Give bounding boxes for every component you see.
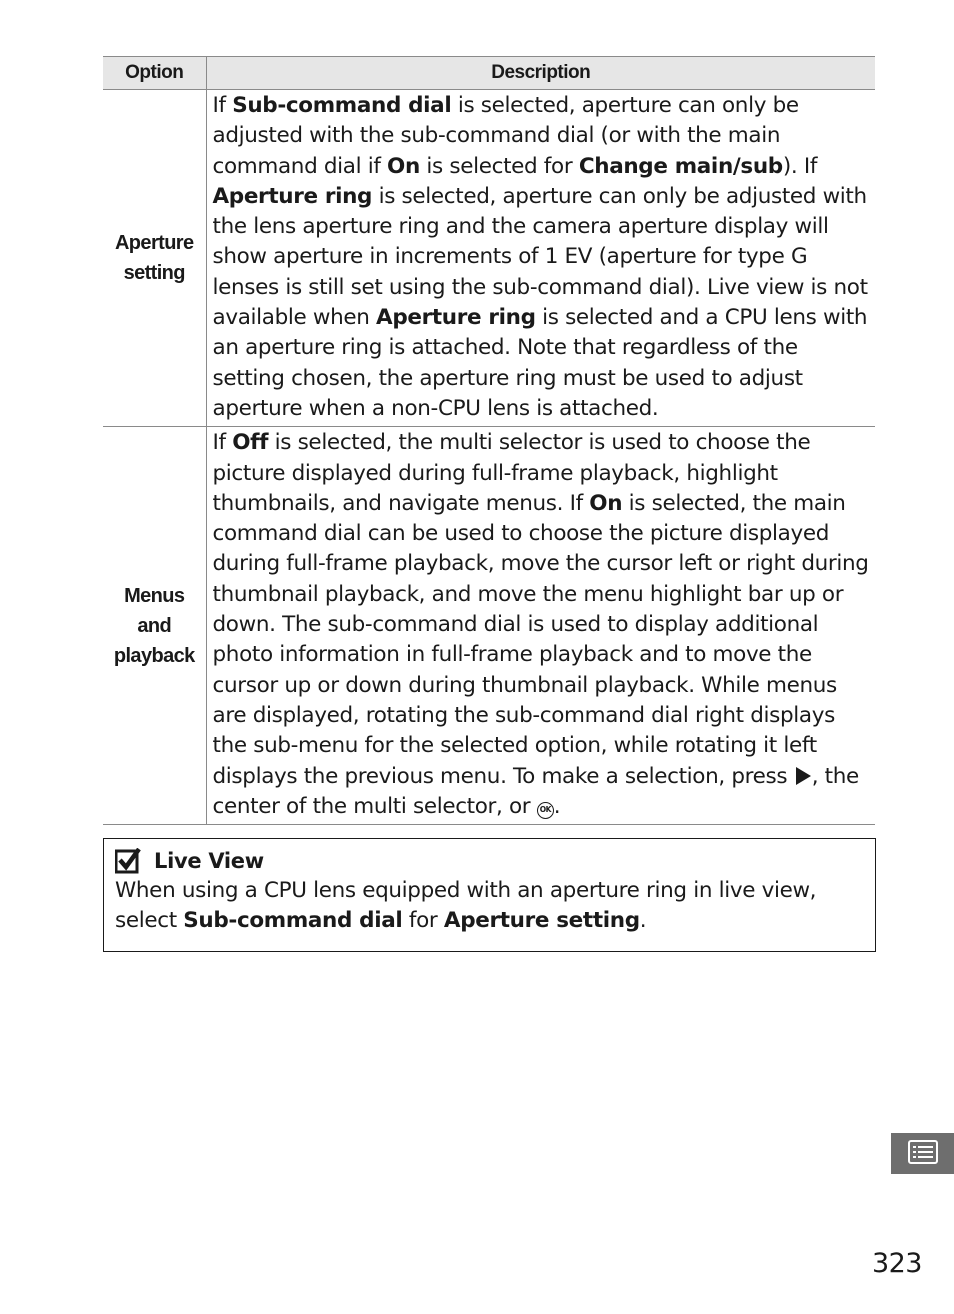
bold-term: Aperture setting	[443, 908, 640, 934]
bold-term: Aperture ring	[376, 305, 536, 331]
note-body: When using a CPU lens equipped with an aperture ring in live view, select Sub-command dial for Aperture setting.	[115, 878, 817, 934]
header-option: Option	[103, 57, 206, 90]
right-triangle-icon	[796, 767, 811, 785]
live-view-note	[103, 838, 876, 952]
custom-settings-tab	[891, 1133, 954, 1174]
bold-term: Off	[232, 430, 269, 456]
table-row	[103, 427, 875, 825]
note-title: Live View	[154, 849, 264, 873]
bold-term: Aperture ring	[212, 183, 373, 209]
option-name: Aperture setting	[103, 90, 206, 427]
option-name: Menus and playback	[103, 427, 206, 825]
bold-term: Sub-command dial	[232, 93, 452, 118]
table-row	[103, 90, 875, 427]
table-header-row	[103, 57, 875, 90]
option-description: If Off is selected, the multi selector is used to choose the picture displayed during full-frame playback, highlight thumbnails, and navigate menus. If On is selected, the main command dial can be used to choose the picture displayed during full-frame playback, move the cursor left or right during thumbnail playback, and move the menu highlight bar up or down. The sub-command dial is used to display additional photo information in full-frame playback and to move the cursor up or down during thumbnail playback. While menus are displayed, rotating the sub-command dial right displays the sub-menu for the selected option, while rotating it left displays the previous menu. To make a selection, press , the center of the multi selector, or OK .	[206, 427, 875, 825]
ok-button-icon: OK	[537, 802, 554, 819]
note-header	[115, 845, 864, 877]
options-table	[103, 56, 875, 825]
bold-term: On	[387, 153, 420, 179]
bold-term: Sub-command dial	[183, 908, 403, 934]
checkmark-box-icon	[115, 848, 141, 874]
bold-term: On	[589, 490, 623, 516]
menu-list-icon	[908, 1140, 938, 1168]
header-description: Description	[206, 57, 875, 90]
page-number: 323	[871, 1248, 922, 1279]
bold-term: Change main/sub	[578, 153, 783, 179]
option-description: If Sub-command dial is selected, aperture can only be adjusted with the sub-command dial (or with the main command dial if On is selected for Change main/sub). If Aperture ring is selected, aperture can only be adjusted with the lens aperture ring and the camera aperture display will show aperture in increments of 1 EV (aperture for type G lenses is still set using the sub-command dial). Live view is not available when Aperture ring is selected and a CPU lens with an aperture ring is attached. Note that regardless of the setting chosen, the aperture ring must be used to adjust aperture when a non-CPU lens is attached.	[206, 90, 875, 427]
